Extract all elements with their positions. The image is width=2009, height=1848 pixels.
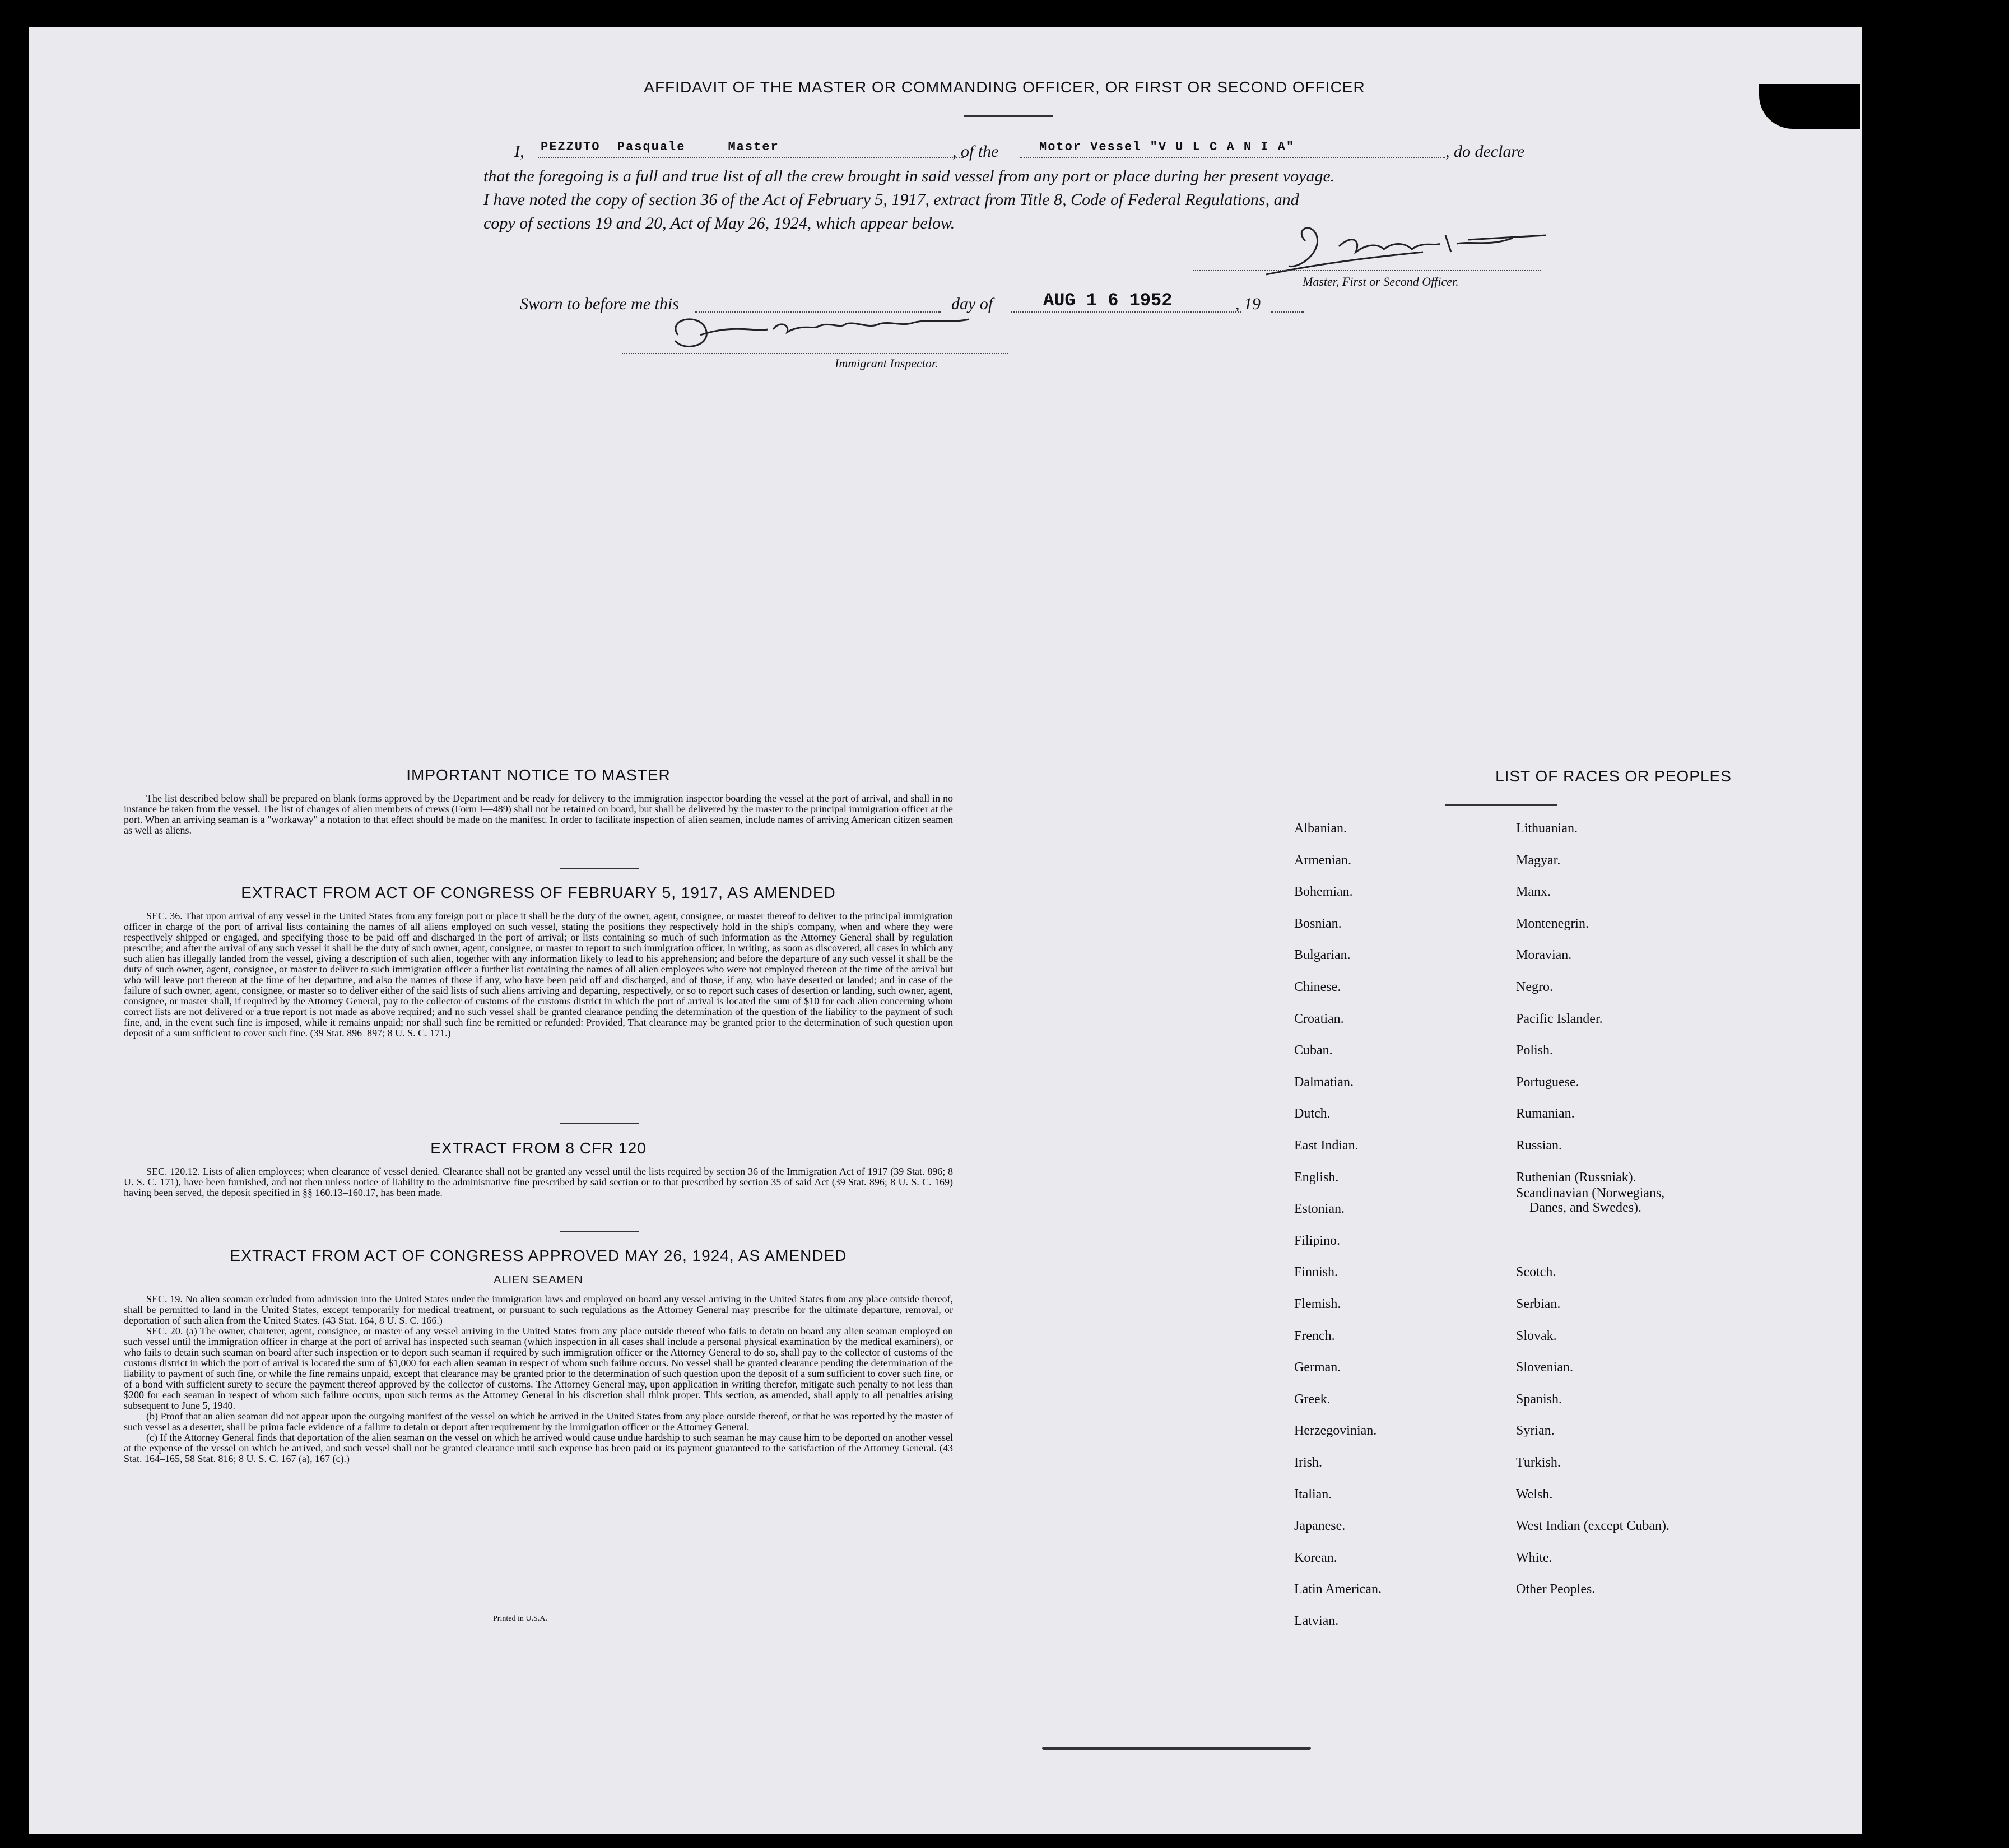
race-item: Korean. bbox=[1294, 1550, 1337, 1565]
race-item: Italian. bbox=[1294, 1487, 1332, 1502]
race-item: Japanese. bbox=[1294, 1519, 1346, 1534]
divider bbox=[560, 1123, 639, 1124]
paper-edge-mark bbox=[1042, 1747, 1311, 1750]
race-item: White. bbox=[1516, 1550, 1552, 1565]
race-item: Greek. bbox=[1294, 1391, 1331, 1407]
do-declare-text: , do declare bbox=[1445, 142, 1525, 161]
extract3-paragraph: (c) If the Attorney General finds that deportation of the alien seaman on the vessel on which he arrived would cause undue hardship to such seaman he may cause him to be deported on another vessel at the expense of the vessel on which he arrived, and such vessel shall not be granted clearance until such expense has been paid or its payment guaranteed to the satisfaction of the Attorney General. (43 Stat. 164–165, 58 Stat. 816; 8 U. S. C. 167 (a), 167 (c).) bbox=[124, 1432, 953, 1464]
race-item: German. bbox=[1294, 1360, 1341, 1375]
extract1-heading: EXTRACT FROM ACT OF CONGRESS OF FEBRUARY 5, 1917, AS AMENDED bbox=[241, 884, 836, 901]
race-item: Flemish. bbox=[1294, 1297, 1341, 1311]
year-line bbox=[1271, 311, 1304, 313]
divider bbox=[964, 115, 1053, 117]
master-caption: Master, First or Second Officer. bbox=[1303, 274, 1459, 288]
race-item: Bulgarian. bbox=[1294, 948, 1351, 963]
race-item: Latvian. bbox=[1294, 1614, 1339, 1628]
punch-hole bbox=[1880, 261, 1906, 288]
race-item: Negro. bbox=[1516, 980, 1553, 994]
race-item: English. bbox=[1294, 1170, 1339, 1185]
race-item: Irish. bbox=[1294, 1455, 1322, 1470]
race-item: Serbian. bbox=[1516, 1297, 1561, 1311]
printed-in-usa: Printed in U.S.A. bbox=[493, 1614, 547, 1623]
race-item: Ruthenian (Russniak). bbox=[1516, 1170, 1636, 1185]
punch-hole bbox=[1874, 1249, 1901, 1276]
race-item: Russian. bbox=[1516, 1138, 1562, 1153]
vessel-name-field: Motor Vessel "V U L C A N I A" bbox=[1039, 140, 1295, 154]
notice-heading: IMPORTANT NOTICE TO MASTER bbox=[406, 766, 671, 784]
punch-hole bbox=[1874, 1523, 1901, 1549]
race-item: Finnish. bbox=[1294, 1265, 1338, 1280]
inspector-caption: Immigrant Inspector. bbox=[835, 356, 938, 370]
pre-name-text: I, bbox=[514, 142, 524, 161]
master-name-field: PEZZUTO Pasquale Master bbox=[541, 140, 779, 154]
race-item: Chinese. bbox=[1294, 980, 1341, 994]
race-item: Cuban. bbox=[1294, 1043, 1333, 1058]
race-item: Lithuanian. bbox=[1516, 821, 1578, 836]
date-stamp: AUG 1 6 1952 bbox=[1043, 290, 1173, 311]
punch-hole bbox=[1874, 537, 1901, 564]
punch-hole bbox=[1883, 207, 1904, 229]
extract3-paragraph: SEC. 20. (a) The owner, charterer, agent, consignee, or master of any vessel arriving in the United States from any place outside thereof who fails to detain on board any alien seaman employed on such vessel until the immigration officer in charge at the port of arrival has inspected such seaman (which inspection in all cases shall include a personal physical examination by the medical examiners), or who fails to detain such seaman on board after such inspection or to deport such seaman if required by such immigration officer or the Attorney General to do so, shall pay to the collector of customs of the customs district in which the port of arrival is located the sum of $1,000 for each alien seaman in respect of whom such failure occurs. No vessel shall be granted clearance pending the determination of the liability to payment of such fine, or while the fine remains unpaid, except that clearance may be granted prior to the determination of such question upon the deposit of a sum sufficient to cover such fine, or of a bond with sufficient surety to secure the payment thereof approved by the collector of customs. The Attorney General may, upon application in writing therefor, mitigate such penalty to not less than $200 for each seaman in respect of whom such failure occurs, upon such terms as the Attorney General in his discretion shall think proper. This section, as amended, shall apply to all penalties arising subsequent to June 5, 1940. bbox=[124, 1325, 953, 1411]
race-item: Filipino. bbox=[1294, 1233, 1341, 1248]
declaration-line-3: I have noted the copy of section 36 of the Act of February 5, 1917, extract from Title 8, Code of Federal Regulations, and bbox=[483, 190, 1299, 209]
race-item: West Indian (except Cuban). bbox=[1516, 1519, 1669, 1534]
extract3-paragraph: SEC. 19. No alien seaman excluded from admission into the United States under the immigration laws and employed on board any vessel arriving in the United States from any place outside thereof, shall be permitted to land in the United States, except temporarily for medical treatment, or pursuant to such regulations as the Attorney General may prescribe for the ultimate departure, removal, or deportation of such alien from the United States. (43 Stat. 164, 8 U. S. C. 166.) bbox=[124, 1293, 953, 1326]
race-item: Scandinavian (Norwegians, bbox=[1516, 1186, 1665, 1201]
race-item: Croatian. bbox=[1294, 1011, 1344, 1026]
race-item: Polish. bbox=[1516, 1043, 1554, 1058]
year-prefix: , 19 bbox=[1235, 295, 1261, 313]
extract2-heading: EXTRACT FROM 8 CFR 120 bbox=[430, 1139, 647, 1157]
declaration-line-4: copy of sections 19 and 20, Act of May 26, 1924, which appear below. bbox=[483, 214, 955, 232]
day-of-text: day of bbox=[951, 295, 993, 313]
extract3-subheading: ALIEN SEAMEN bbox=[494, 1274, 583, 1286]
race-item: French. bbox=[1294, 1328, 1335, 1343]
race-item: Rumanian. bbox=[1516, 1106, 1575, 1121]
punch-hole bbox=[1874, 1156, 1901, 1183]
inspector-signature bbox=[667, 307, 1003, 357]
race-item: Scotch. bbox=[1516, 1265, 1556, 1280]
race-item: Dalmatian. bbox=[1294, 1074, 1354, 1090]
declaration-line-2: that the foregoing is a full and true list of all the crew brought in said vessel from any port or place during her present voyage. bbox=[483, 167, 1335, 185]
race-item: Dutch. bbox=[1294, 1106, 1331, 1121]
race-item: Welsh. bbox=[1516, 1487, 1553, 1502]
race-item: Estonian. bbox=[1294, 1202, 1345, 1217]
race-item: Latin American. bbox=[1294, 1582, 1382, 1597]
race-item: East Indian. bbox=[1294, 1138, 1359, 1153]
race-item: Bosnian. bbox=[1294, 916, 1342, 931]
race-item: Albanian. bbox=[1294, 821, 1347, 836]
punch-hole bbox=[1874, 633, 1901, 660]
punch-hole bbox=[1874, 1613, 1901, 1640]
master-signature-line bbox=[1193, 270, 1541, 271]
sworn-text: Sworn to before me this bbox=[520, 295, 679, 313]
race-item: Armenian. bbox=[1294, 853, 1351, 868]
inspector-signature-line bbox=[622, 353, 1008, 354]
extract1-text: SEC. 36. That upon arrival of any vessel in the United States from any foreign port or place it shall be the duty of the owner, agent, consignee, or master thereof to deliver to the principal immigration officer in charge of the port of arrival lists containing the names of all aliens employed on such vessel, stating the positions they respectively hold in the ship's company, when and where they were respectively shipped or engaged, and specifying those to be paid off and discharged in the port of arrival; or lists containing so much of such information as the Attorney General shall by regulation prescribe; and after the arrival of any such vessel it shall be the duty of such owner, agent, consignee, or master to report to such immigration officer, in writing, as soon as discovered, all cases in which any such alien has illegally landed from the vessel, giving a description of such alien, together with any information likely to lead to his apprehension; and before the departure of any such vessel it shall be the duty of such owner, agent, consignee, or master to deliver to such immigration officer a further list containing the names of all alien employees who were not employed thereon at the time of the arrival but who will leave port thereon at the time of her departure, and also the names of those if any, who have been paid off and discharged, and of those, if any, who have deserted or landed; and in case of the failure of such owner, agent, consignee, or master so to deliver either of the said lists of such aliens arriving and departing, respectively, or so to report such cases of desertion or landing, such owner, agent, consignee, or master shall, if required by the Attorney General, pay to the collector of customs of the customs district in which the port of arrival is located the sum of $10 for each alien concerning whom correct lists are not delivered or a true report is not made as above required; and no such vessel shall be granted clearance pending the determination of the question of the liability to the payment of such fine, and, in the event such fine is imposed, while it remains unpaid; nor shall such fine be remitted or refunded: Provided, That clearance may be granted prior to the determination of such question upon deposit of a sum sufficient to cover such fine. (39 Stat. 896–897; 8 U. S. C. 171.) bbox=[124, 910, 953, 1039]
race-item: Montenegrin. bbox=[1516, 916, 1589, 931]
divider bbox=[560, 868, 639, 869]
races-heading: LIST OF RACES OR PEOPLES bbox=[1495, 767, 1732, 785]
race-item-continuation: Danes, and Swedes). bbox=[1529, 1200, 1641, 1216]
race-item: Moravian. bbox=[1516, 948, 1572, 963]
race-item: Slovenian. bbox=[1516, 1360, 1573, 1375]
name-line bbox=[538, 157, 964, 158]
divider bbox=[560, 1231, 639, 1232]
notice-text: The list described below shall be prepared on blank forms approved by the Department and be ready for delivery to the immigration inspector boarding the vessel at the port of arrival, and shall in no instance be taken from the vessel. The list of changes of alien members of crews (Form I—489) shall not be retained on board, but shall be delivered by the master to the principal immigration officer at the port. When an arriving seaman is a "workaway" a notation to that effect should be made on the manifest. In order to facilitate inspection of alien seamen, include names of arriving American citizen seamen as well as aliens. bbox=[124, 793, 953, 836]
race-item: Portuguese. bbox=[1516, 1074, 1579, 1090]
affidavit-title: AFFIDAVIT OF THE MASTER OR COMMANDING OFFICER, OR FIRST OR SECOND OFFICER bbox=[644, 78, 1365, 96]
date-line bbox=[1011, 311, 1241, 313]
race-item: Slovak. bbox=[1516, 1328, 1557, 1343]
extract3-heading: EXTRACT FROM ACT OF CONGRESS APPROVED MAY 26, 1924, AS AMENDED bbox=[230, 1247, 847, 1264]
punch-hole bbox=[1883, 305, 1904, 326]
race-item: Manx. bbox=[1516, 885, 1551, 900]
of-the-text: , of the bbox=[952, 142, 999, 161]
race-item: Syrian. bbox=[1516, 1423, 1555, 1439]
vessel-line bbox=[1020, 157, 1445, 158]
divider bbox=[1445, 804, 1557, 806]
extract3-text bbox=[124, 1294, 953, 1464]
extract2-text: SEC. 120.12. Lists of alien employees; when clearance of vessel denied. Clearance shall not be granted any vessel until the lists required by section 36 of the Immigration Act of 1917 (39 Stat. 896; 8 U. S. C. 171), have been furnished, and not then unless notice of liability to the administrative fine prescribed by said section or to that prescribed by section 35 of said Act (39 Stat. 896; 8 U. S. C. 169) having been served, the deposit specified in §§ 160.13–160.17, has been made. bbox=[124, 1166, 953, 1198]
extract3-paragraph: (b) Proof that an alien seaman did not appear upon the outgoing manifest of the vessel on which he arrived in the United States from any place outside thereof, or that he was reported by the master of such vessel as a deserter, shall be prima facie evidence of a failure to detain or deport after requirement by the immigration officer or the Attorney General. bbox=[124, 1411, 953, 1432]
race-item: Spanish. bbox=[1516, 1391, 1562, 1407]
race-item: Turkish. bbox=[1516, 1455, 1561, 1470]
race-item: Bohemian. bbox=[1294, 885, 1353, 900]
race-item: Pacific Islander. bbox=[1516, 1011, 1603, 1026]
race-item: Other Peoples. bbox=[1516, 1582, 1596, 1597]
race-item: Herzegovinian. bbox=[1294, 1423, 1377, 1439]
race-item: Magyar. bbox=[1516, 853, 1561, 868]
punch-hole bbox=[1880, 159, 1906, 186]
